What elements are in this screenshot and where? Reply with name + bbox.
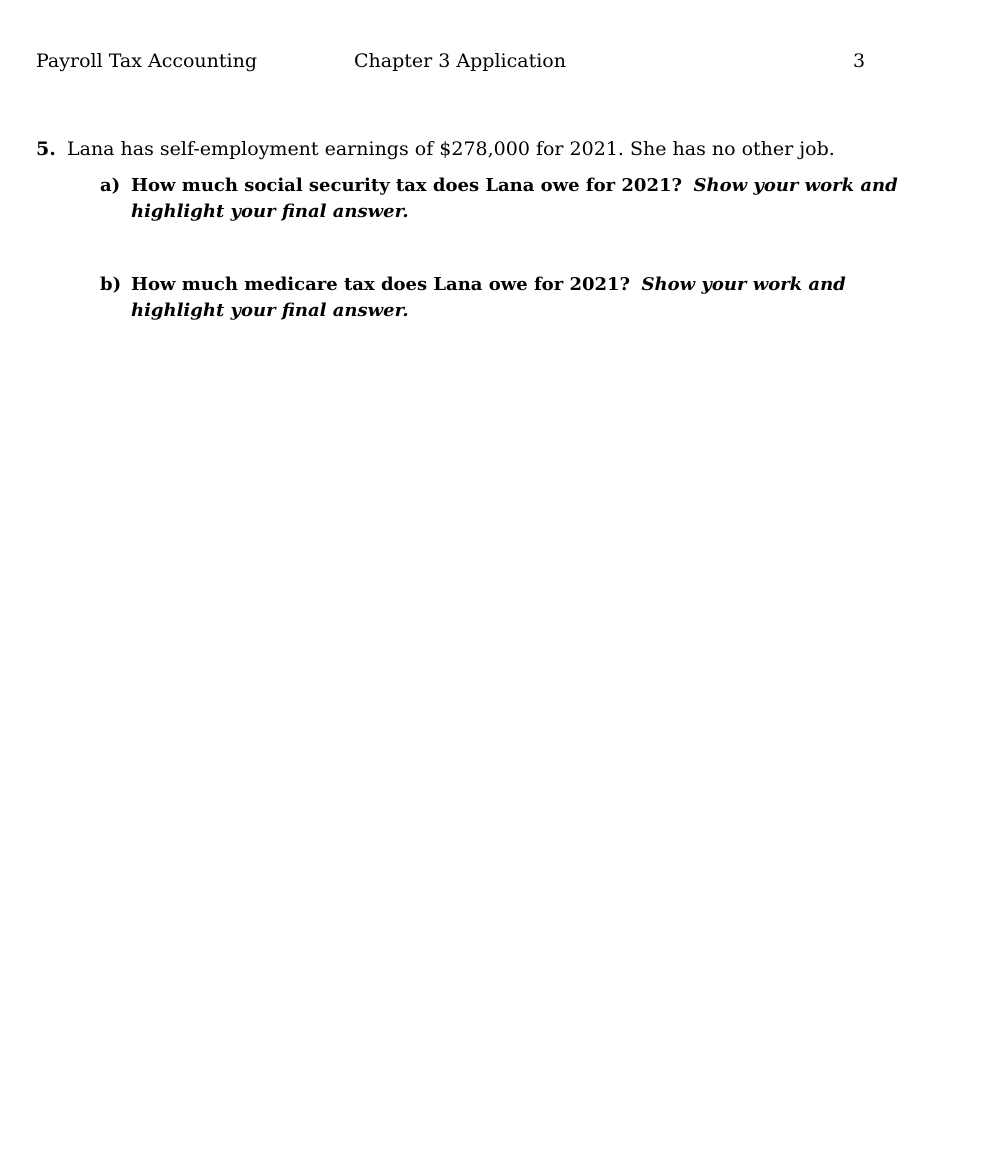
header-course-title: Payroll Tax Accounting: [36, 50, 258, 72]
header-chapter-title: Chapter 3 Application: [354, 50, 566, 72]
subquestion-prompt: How much social security tax does Lana owe for 2021?: [131, 175, 683, 196]
question-text: Lana has self-employment earnings of $278,000 for 2021. She has no other job.: [67, 138, 835, 160]
subquestion-prompt: How much medicare tax does Lana owe for 2021?: [131, 274, 631, 295]
question-number: 5.: [36, 138, 56, 160]
subquestion-letter: a): [100, 175, 121, 196]
subquestion-letter: b): [100, 274, 122, 295]
subquestion-instruction: Show your work and highlight your final answer.: [131, 175, 898, 222]
subquestion-instruction: Show your work and highlight your final answer.: [131, 274, 846, 321]
subquestion-body: [131, 173, 936, 225]
subquestion-body: [131, 272, 936, 324]
page-number: 3: [853, 50, 866, 72]
